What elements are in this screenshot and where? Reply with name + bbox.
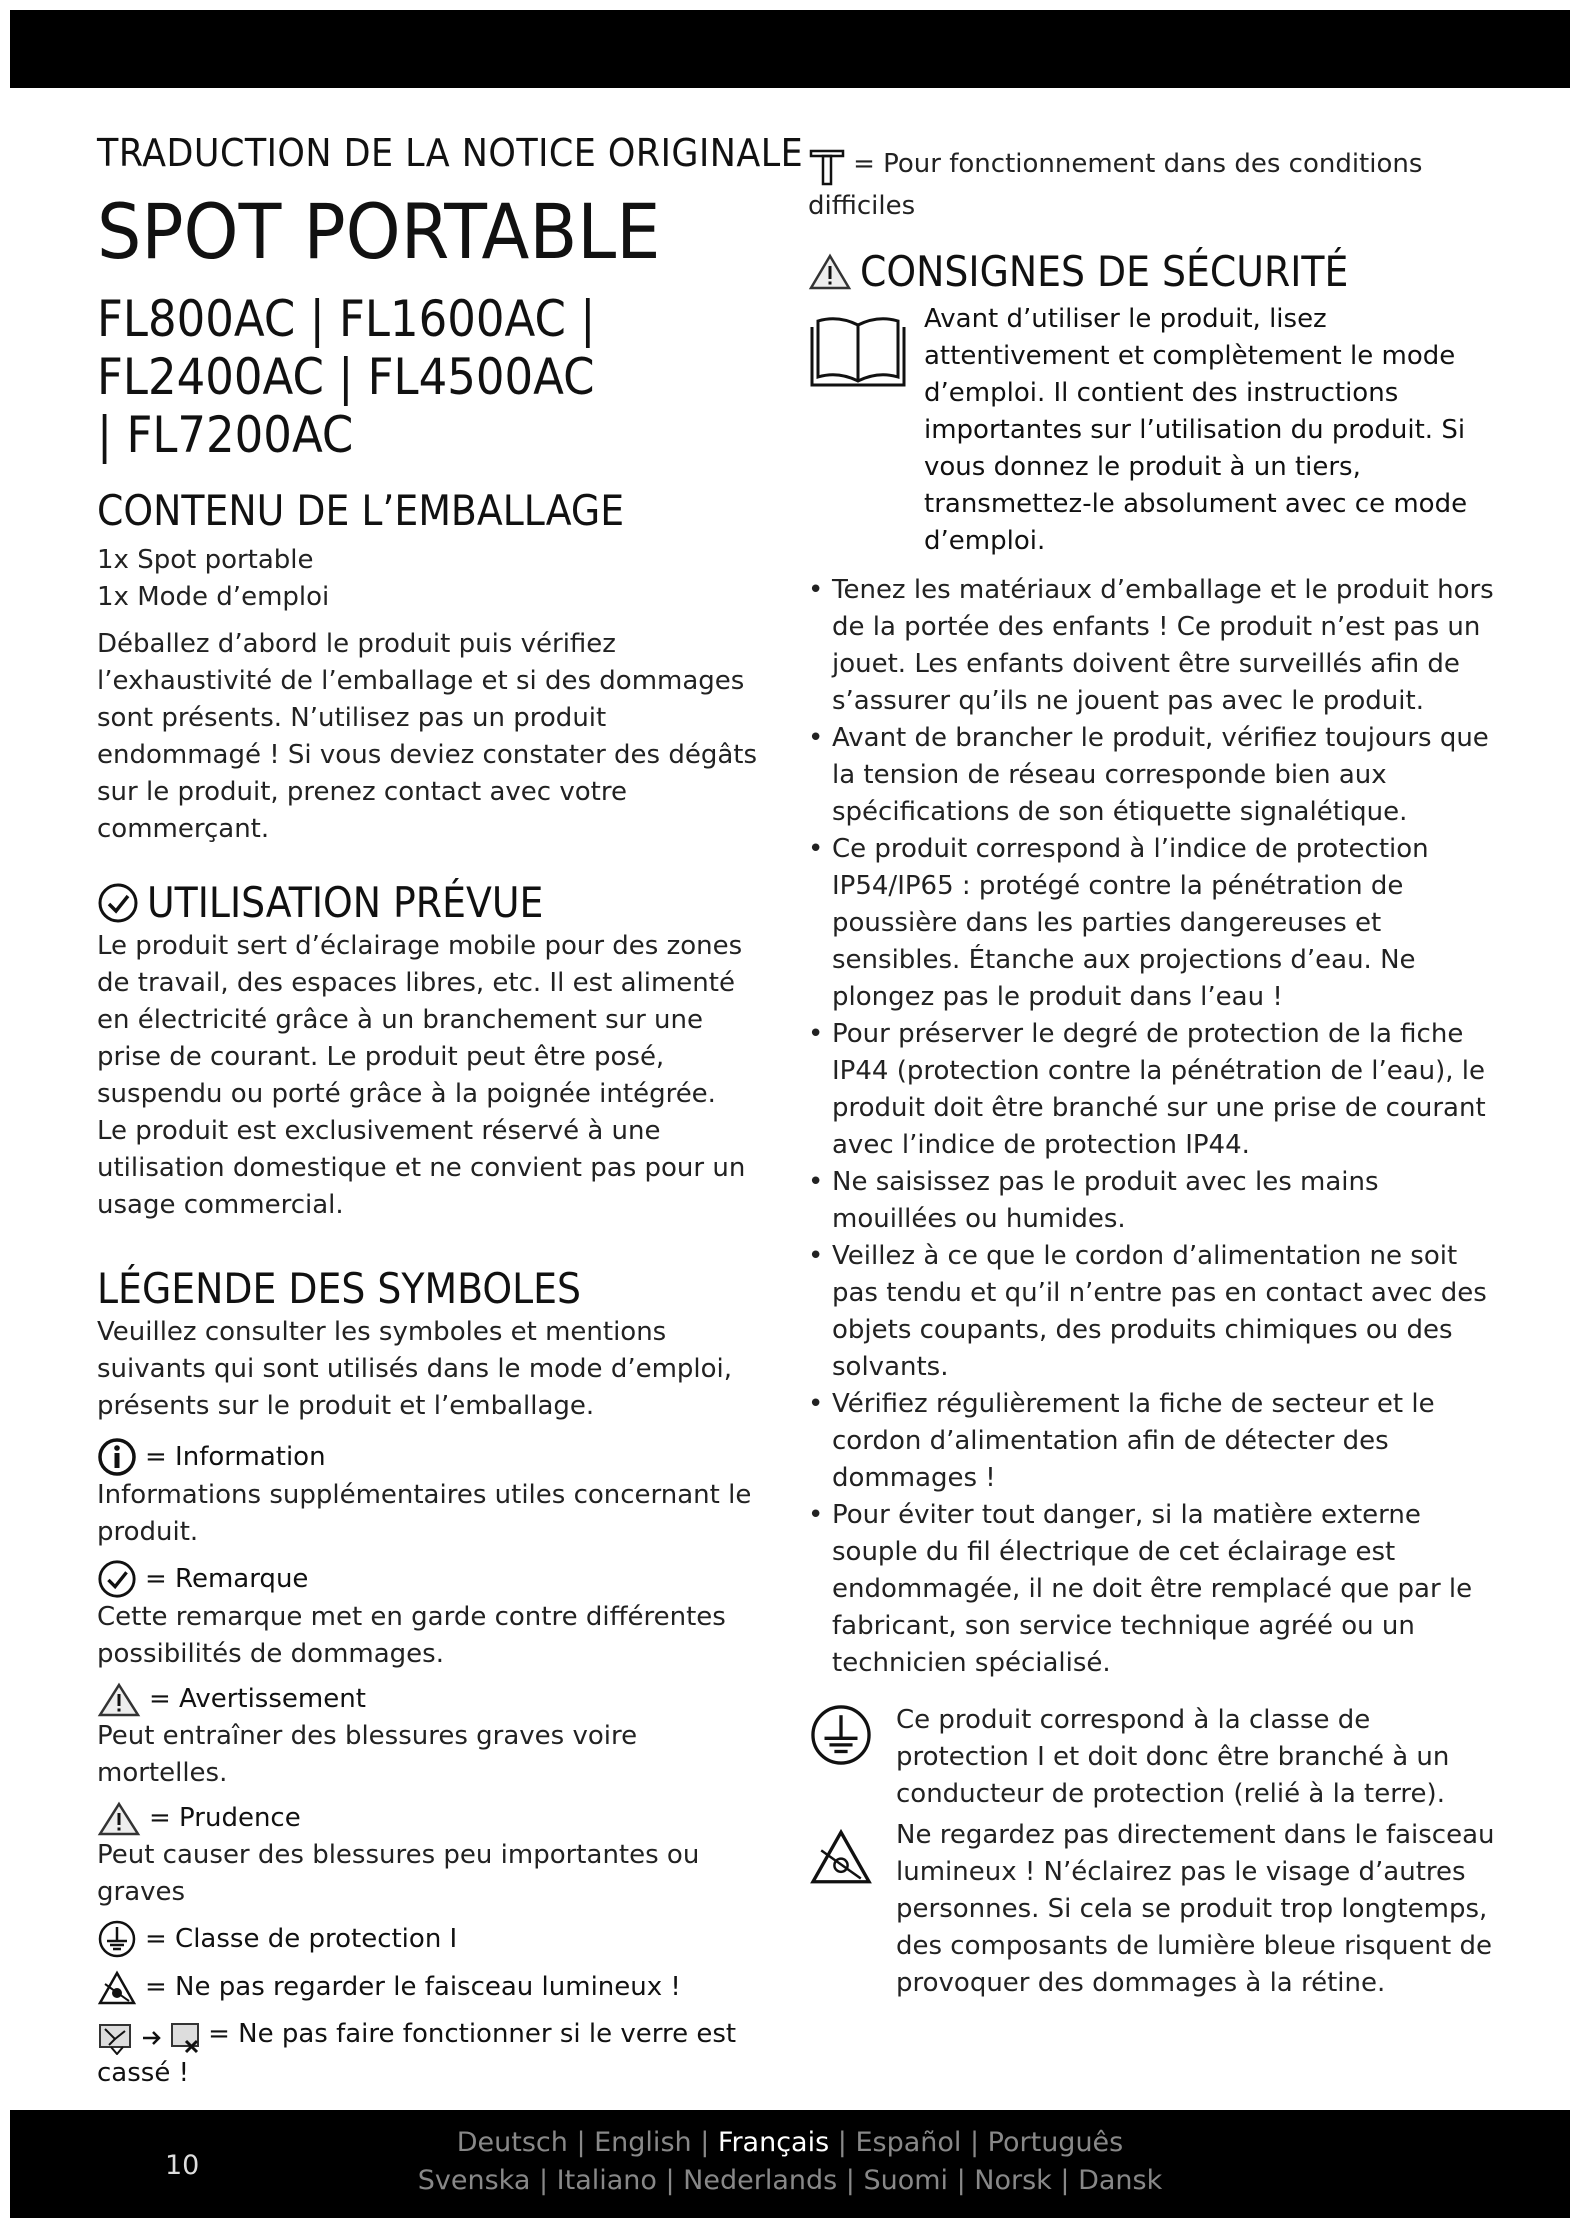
- caution-triangle-icon: [97, 1801, 141, 1837]
- protective-earth-icon: [97, 1919, 137, 1959]
- caution-text: Peut causer des blessures peu importantes ou graves: [97, 1840, 700, 1907]
- legend-information: [97, 1437, 767, 1477]
- glass-label: = Ne pas faire fonctionner si le verre est cassé !: [97, 2019, 737, 2088]
- warning-triangle-icon: [808, 253, 852, 291]
- translation-title: TRADUCTION DE LA NOTICE ORIGINALE: [97, 131, 804, 175]
- contents-item: 1x Mode d’emploi: [97, 582, 330, 612]
- harsh-conditions-label: = Pour fonctionnement dans des conditions difficiles: [808, 149, 1423, 221]
- legend-intro: Veuillez consulter les symboles et mentions suivants qui sont utilisés dans le mode d’emploi, présents sur le produit et l’emballage.: [97, 1317, 733, 1421]
- left-column: [97, 130, 804, 2092]
- safety-bullet: • Pour éviter tout danger, si la matière externe souple du fil électrique de cet éclairage est endommagée, il ne doit être remplacé que par le fabricant, son service technique agréé ou un technicien spécialisé.: [808, 1497, 1498, 1682]
- page-number: 10: [165, 2150, 200, 2181]
- legend-remark: [97, 1559, 767, 1599]
- lamp-cross-icon: [169, 2021, 203, 2055]
- safety-bullet: • Avant de brancher le produit, vérifiez toujours que la tension de réseau corresponde bien aux spécifications de son étiquette signalétique.: [808, 720, 1498, 831]
- legend-protection-class: [97, 1919, 767, 1959]
- language-link-deutsch[interactable]: Deutsch: [456, 2127, 568, 2158]
- language-line-2[interactable]: Svenska | Italiano | Nederlands | Suomi | Norsk | Dansk: [417, 2165, 1163, 2196]
- caution-label: = Prudence: [149, 1803, 301, 1833]
- warning-triangle-icon: [97, 1682, 141, 1718]
- remark-text: Cette remarque met en garde contre différentes possibilités de dommages.: [97, 1602, 726, 1669]
- broken-glass-icon: [97, 2021, 137, 2055]
- remark-label: = Remarque: [145, 1563, 309, 1594]
- legend-title: LÉGENDE DES SYMBOLES: [97, 1264, 582, 1313]
- safety-intro-block: [808, 301, 1498, 560]
- language-link-portugues[interactable]: Português: [987, 2127, 1124, 2158]
- safety-bullet: • Veillez à ce que le cordon d’alimentation ne soit pas tendu et qu’il n’entre pas en contact avec des objets coupants, des produits chimiques ou des solvants.: [808, 1238, 1498, 1386]
- safety-bullet: • Pour préserver le degré de protection de la fiche IP44 (protection contre la pénétration de l’eau), le produit doit être branché sur une prise de courant avec l’indice de protection IP44.: [808, 1016, 1498, 1164]
- read-manual-book-icon: [808, 311, 908, 391]
- safety-intro-text: Avant d’utiliser le produit, lisez attentivement et complètement le mode d’emploi. Il contient des instructions importantes sur l’utilisation du produit. Si vous donnez le produit à un tiers, transmettez-le absolument avec ce mode d’emploi.: [924, 303, 1468, 556]
- safety-bullet: • Ne saisissez pas le produit avec les mains mouillées ou humides.: [808, 1164, 1498, 1238]
- beam-warning-block: [808, 1817, 1498, 2002]
- safety-bullet: • Vérifiez régulièrement la fiche de secteur et le cordon d’alimentation afin de détecter des dommages !: [808, 1386, 1498, 1497]
- harsh-conditions-icon: [808, 148, 848, 188]
- beam-warning-text: Ne regardez pas directement dans le faisceau lumineux ! N’éclairez pas le visage d’autres personnes. Si cela se produit trop longtemps, des composants de lumière bleue risquent de provoquer des dommages à la rétine.: [896, 1819, 1495, 1998]
- intended-use-text-2: Le produit est exclusivement réservé à une utilisation domestique et ne convient pas pour un usage commercial.: [97, 1116, 746, 1220]
- protection-class-text: Ce produit correspond à la classe de protection I et doit donc être branché à un conducteur de protection (relié à la terre).: [896, 1704, 1450, 1809]
- legend-harsh-conditions: [808, 146, 1498, 225]
- no-beam-stare-icon: [97, 1970, 137, 2006]
- protection-class-label: = Classe de protection I: [145, 1923, 458, 1954]
- language-link-english[interactable]: English: [594, 2127, 692, 2158]
- intended-use-title: UTILISATION PRÉVUE: [147, 878, 544, 927]
- protection-class-block: [808, 1702, 1498, 1813]
- intended-use-heading: [97, 878, 767, 928]
- beam-label: = Ne pas regarder le faisceau lumineux !: [145, 1972, 681, 2002]
- language-link-francais[interactable]: Français: [717, 2127, 830, 2158]
- safety-title: CONSIGNES DE SÉCURITÉ: [860, 246, 1349, 296]
- footer-bar: [10, 2110, 1570, 2218]
- contents-title: CONTENU DE L’EMBALLAGE: [97, 486, 625, 535]
- language-separator: |: [567, 2127, 595, 2158]
- safety-bullet-list: [808, 572, 1498, 1682]
- language-separator: |: [691, 2127, 718, 2158]
- safety-heading: [808, 247, 1498, 297]
- safety-bullet: • Tenez les matériaux d’emballage et le produit hors de la portée des enfants ! Ce produit n’est pas un jouet. Les enfants doivent être surveillés afin de s’assurer qu’ils ne jouent pas avec le produit.: [808, 572, 1498, 720]
- right-column: [808, 146, 1498, 2002]
- contents-text: Déballez d’abord le produit puis vérifiez l’exhaustivité de l’emballage et si des dommages sont présents. N’utilisez pas un produit endommagé ! Si vous deviez constater des dégâts sur le produit, prenez contact avec votre commerçant.: [97, 629, 758, 844]
- information-label: = Information: [145, 1441, 326, 1472]
- legend-beam: [97, 1969, 767, 2006]
- product-title: SPOT PORTABLE: [97, 187, 661, 276]
- information-text: Informations supplémentaires utiles concernant le produit.: [97, 1480, 752, 1547]
- intended-use-text: Le produit sert d’éclairage mobile pour des zones de travail, des espaces libres, etc. Il est alimenté en électricité grâce à un branchement sur une prise de courant. Le produit peut être posé, suspendu ou porté grâce à la poignée intégrée.: [97, 931, 743, 1109]
- information-icon: [97, 1437, 137, 1477]
- warning-text: Peut entraîner des blessures graves voire mortelles.: [97, 1721, 638, 1788]
- model-list: FL800AC | FL1600AC | FL2400AC | FL4500AC | FL7200AC: [97, 290, 596, 464]
- language-separator: |: [829, 2127, 856, 2158]
- safety-bullet: • Ce produit correspond à l’indice de protection IP54/IP65 : protégé contre la pénétration de poussière dans les parties dangereuses et sensibles. Étanche aux projections d’eau. Ne plongez pas le produit dans l’eau !: [808, 831, 1498, 1016]
- top-bar: [10, 10, 1570, 88]
- protective-earth-icon: [808, 1702, 874, 1768]
- arrow-right-icon: [141, 2021, 165, 2055]
- legend-caution: [97, 1800, 767, 1837]
- legend-warning: [97, 1681, 767, 1718]
- check-circle-icon: [97, 882, 139, 924]
- language-separator: |: [961, 2127, 988, 2158]
- legend-glass: [97, 2016, 767, 2092]
- no-beam-stare-icon: [808, 1827, 874, 1887]
- warning-label: = Avertissement: [149, 1684, 366, 1714]
- remark-check-icon: [97, 1559, 137, 1599]
- contents-item: 1x Spot portable: [97, 545, 314, 575]
- language-link-espanol[interactable]: Español: [855, 2127, 962, 2158]
